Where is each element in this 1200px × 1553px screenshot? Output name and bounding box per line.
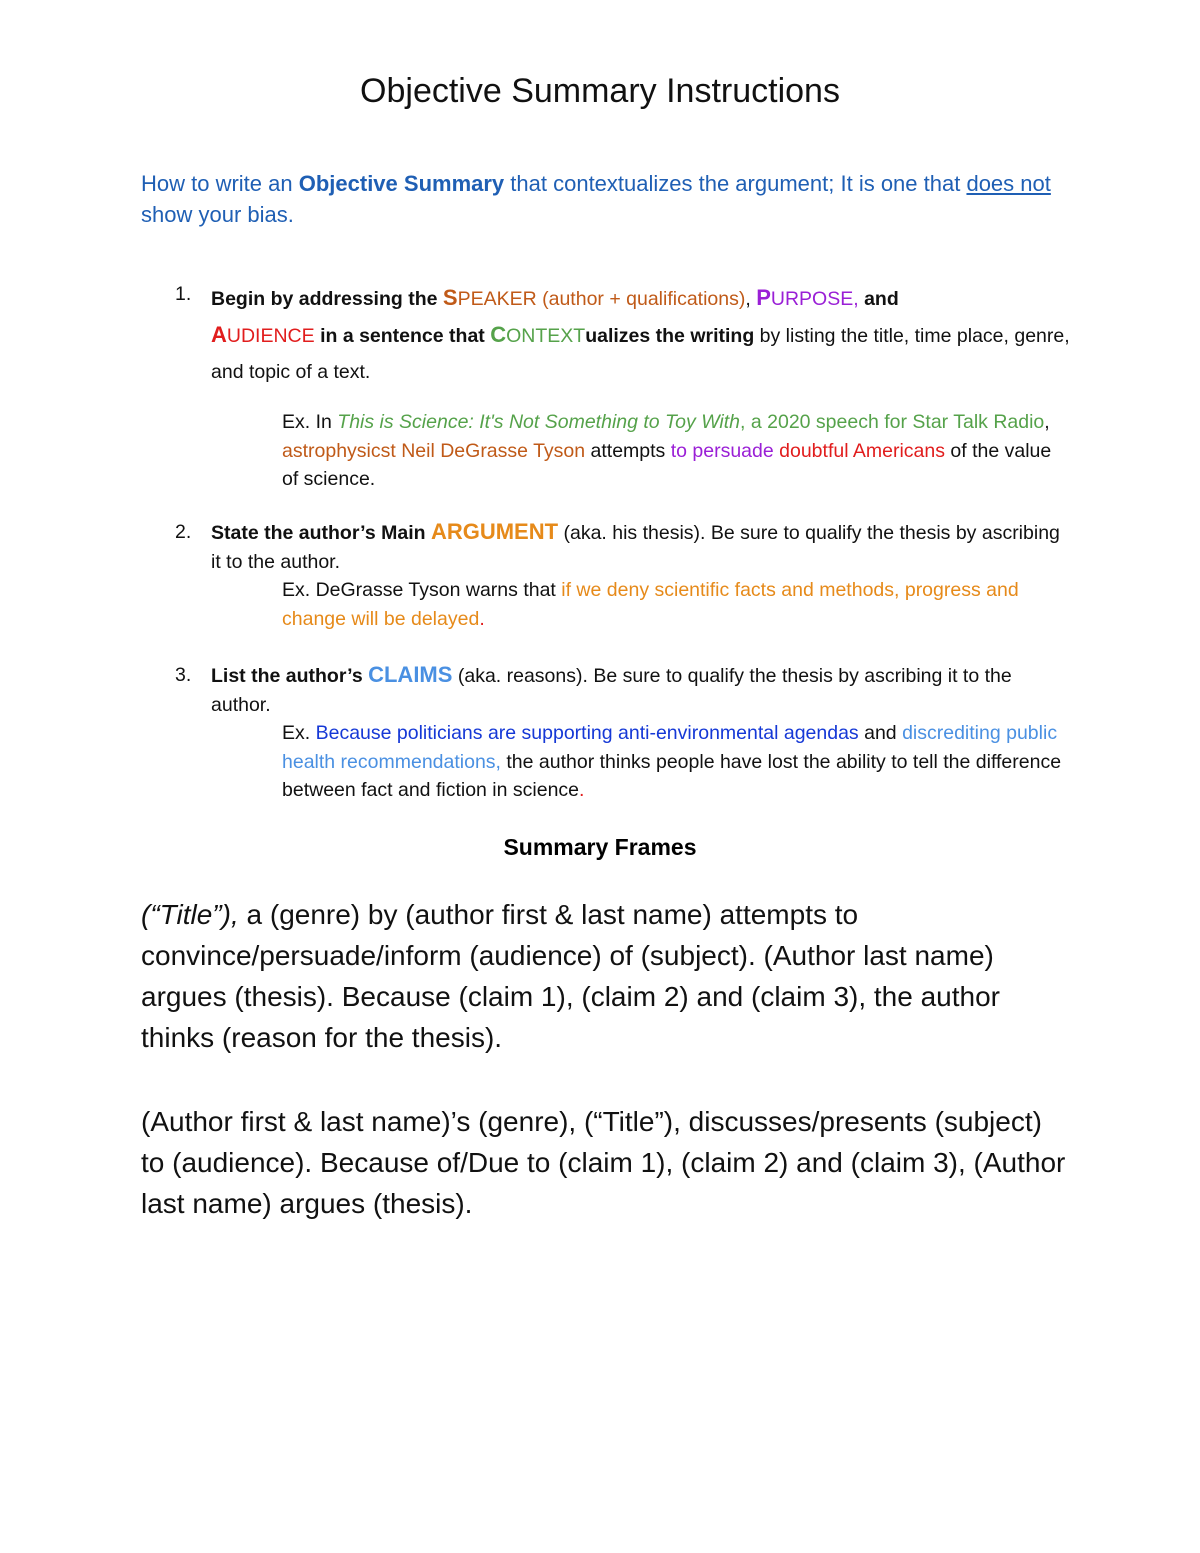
step-1-number: 1. — [175, 283, 192, 305]
step-3-ex-label: Ex. — [282, 722, 316, 744]
step-3-bold: List the author’s — [211, 665, 369, 687]
step-3-example — [211, 719, 1071, 805]
step-2-ex-end: . — [479, 607, 485, 630]
summary-frame-1 — [141, 894, 1071, 1058]
speaker-note: (author + qualifications) — [536, 288, 746, 310]
page-title: Objective Summary Instructions — [360, 72, 840, 110]
frame-1-title: (“Title”), — [141, 899, 239, 930]
step-1-bold-a: Begin by addressing the — [211, 288, 443, 310]
step-1-ex-comma: , — [1044, 411, 1050, 433]
step-3-ex-end: . — [579, 779, 585, 801]
context-initial: C — [490, 322, 507, 347]
step-3-ex-claim2: discrediting public health recommendations, — [282, 722, 1058, 773]
step-2-bold: State the author’s Main — [211, 522, 431, 544]
step-1-ex-context: , a 2020 speech for Star Talk Radio — [740, 411, 1045, 433]
intro-middle: that contextualizes the argument; It is one that — [504, 171, 967, 196]
step-1-ex-audience: doubtful Americans — [779, 439, 945, 462]
step-1-example — [211, 408, 1071, 494]
step-2-ex-label: Ex. DeGrasse Tyson warns that — [282, 579, 562, 601]
audience-initial: A — [211, 322, 227, 347]
frame-1-text: a (genre) by (author first & last name) attempts to convince/persuade/inform (audience) of (subject). (Author last name) argues (thesis). Because (claim 1), (claim 2) and (claim 3), the author thinks (reason for the thesis). — [141, 899, 1000, 1053]
step-3 — [175, 661, 1071, 805]
step-2-tail: (aka. his thesis). Be sure to qualify the thesis by ascribing it to the author. — [211, 522, 1060, 573]
claims-label: CLAIMS — [368, 662, 453, 687]
step-1-text — [211, 280, 1071, 390]
step-2-text — [211, 518, 1071, 576]
step-2-ex-thesis: if we deny scientific facts and methods, progress and change will be delayed — [282, 579, 1019, 630]
summary-frame-2 — [141, 1101, 1071, 1224]
step-1-tail: by listing the title, time place, genre, and topic of a text. — [211, 325, 1070, 383]
speaker-initial: S — [442, 285, 458, 310]
step-1-ex-title: This is Science: It's Not Something to Toy With — [337, 411, 741, 433]
step-3-text — [211, 661, 1071, 719]
step-1-ex-label: Ex. In — [282, 411, 338, 433]
step-1-bold-b: in a sentence that — [314, 325, 491, 347]
step-1-ex-attempts: attempts — [585, 439, 671, 462]
step-1-comma: , — [745, 288, 757, 310]
step-3-tail: (aka. reasons). Be sure to qualify the thesis by ascribing it to the author. — [211, 665, 1012, 716]
step-3-ex-rest: the author thinks people have lost the ability to tell the difference between fact and fiction in science — [282, 750, 1062, 801]
purpose-rest: URPOSE, — [770, 288, 859, 310]
intro-prefix: How to write an — [141, 171, 299, 196]
context-rest: ONTEXT — [506, 325, 586, 347]
step-1-bold-c: ualizes the writing — [585, 325, 755, 347]
step-1-ex-speaker: astrophysicst Neil DeGrasse Tyson — [282, 439, 586, 462]
purpose-initial: P — [756, 285, 771, 310]
intro-paragraph — [141, 168, 1061, 230]
frame-2-text: (Author first & last name)’s (genre), (“Title”), discusses/presents (subject) to (audience). Because of/Due to (claim 1), (claim 2) and (claim 3), (Author last name) argues (thesis). — [141, 1106, 1066, 1219]
step-3-number: 3. — [175, 664, 192, 686]
step-1-and: and — [858, 288, 899, 310]
step-1-ex-purpose: to persuade — [670, 439, 774, 462]
summary-frames-heading: Summary Frames — [503, 834, 697, 860]
step-2-number: 2. — [175, 521, 192, 543]
step-2 — [175, 518, 1071, 633]
speaker-rest: PEAKER — [457, 288, 537, 310]
intro-suffix: show your bias. — [141, 202, 294, 227]
step-1 — [175, 280, 1071, 494]
step-3-ex-and: and — [858, 722, 903, 744]
step-2-example — [211, 576, 1071, 633]
intro-emphasis: Objective Summary — [298, 171, 505, 196]
argument-label: ARGUMENT — [430, 519, 559, 544]
intro-underlined: does not — [966, 171, 1051, 196]
audience-rest: UDIENCE — [226, 325, 315, 347]
step-3-ex-claim1: Because politicians are supporting anti-environmental agendas — [315, 722, 859, 744]
step-1-ex-end: of the value of science. — [282, 439, 1052, 490]
